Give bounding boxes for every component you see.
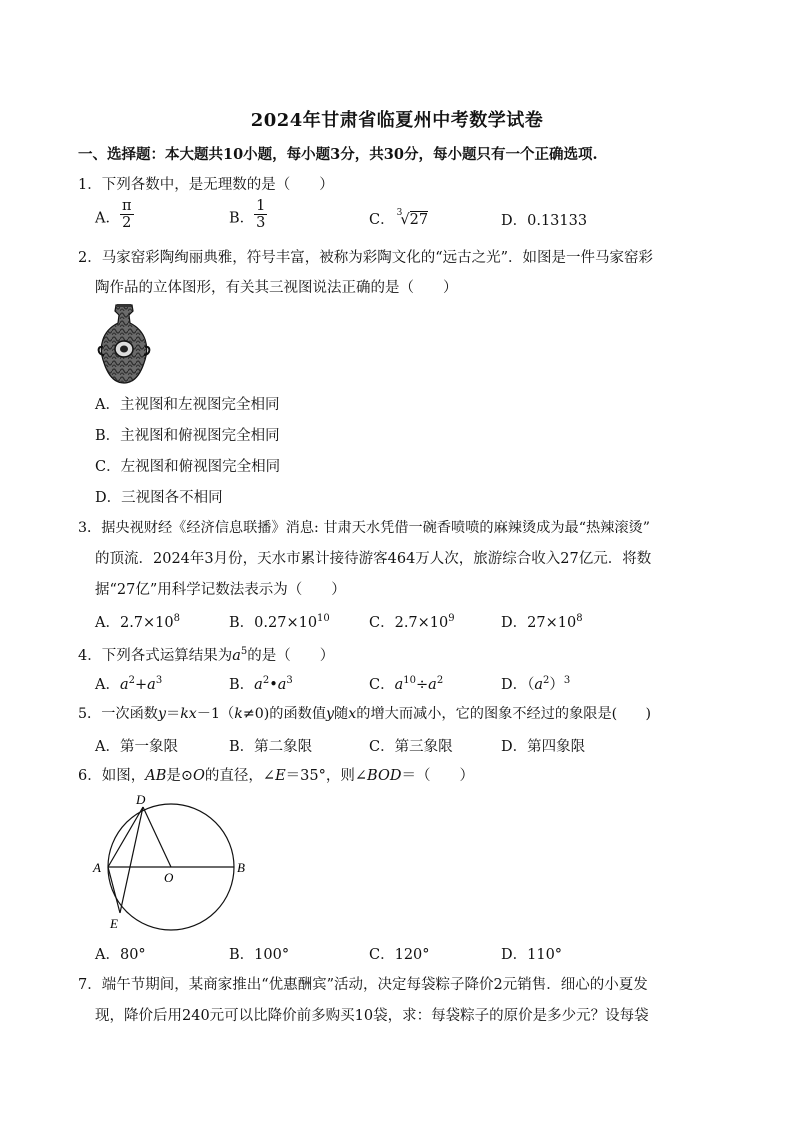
segment-de xyxy=(120,807,143,913)
q4-option-a: A．$a^2+a^3$ xyxy=(95,675,163,693)
q1-option-c: C． $^3$√27 xyxy=(369,208,429,228)
q1-option-d: D．0.13133 xyxy=(501,213,588,229)
q3-option-b: B．$0.27\times 10^{10}$ xyxy=(229,613,330,631)
question-3-line-2: 的顶流．2024年3月份，天水市累计接待游客464万人次，旅游综合收入27亿元．将数 xyxy=(95,551,652,567)
q2-option-c: C．左视图和俯视图完全相同 xyxy=(95,459,281,475)
label-a: A xyxy=(93,860,101,875)
segment-ae xyxy=(108,867,120,913)
q6-option-c: C．120° xyxy=(369,947,430,963)
section-heading: 一、选择题：本大题共10小题，每小题3分，共30分，每小题只有一个正确选项. xyxy=(78,146,598,163)
question-5-stem: 5．一次函数y＝kx－1（k≠0)的函数值y随x的增大而减小，它的图象不经过的象限是( ) xyxy=(78,706,652,722)
question-7-line-1: 7．端午节期间，某商家推出“优惠酬宾”活动，决定每袋粽子降价2元销售．细心的小夏发 xyxy=(78,977,648,993)
q2-option-b: B．主视图和俯视图完全相同 xyxy=(95,428,280,444)
question-5-options xyxy=(95,735,735,755)
question-3-line-3: 据“27亿”用科学记数法表示为（ ） xyxy=(95,582,346,598)
label-b: B xyxy=(237,860,245,875)
q5-option-c: C．第三象限 xyxy=(369,739,453,755)
page-title: 2024年甘肃省临夏州中考数学试卷 xyxy=(250,110,544,131)
question-6-stem: 6．如图，AB是⊙O的直径，∠E＝35°，则∠BOD＝（ ） xyxy=(78,768,474,784)
question-7-line-2: 现，降价后用240元可以比降价前多购买10袋，求：每袋粽子的原价是多少元？设每袋 xyxy=(95,1008,649,1024)
painted-pottery-vase-image xyxy=(96,303,152,385)
fraction: $\frac{1}{3}$ xyxy=(256,198,266,231)
q1-option-b: B． $\frac{1}{3}$ xyxy=(229,198,266,231)
q1-option-a: A． $\frac{\pi}{2}$ xyxy=(95,198,132,231)
q4-option-b: B．$a^2•a^3$ xyxy=(229,675,293,693)
q5-option-d: D．第四象限 xyxy=(501,739,586,755)
question-4-options xyxy=(95,673,735,693)
q6-option-a: A．80° xyxy=(95,947,146,963)
q3-option-c: C．$2.7\times 10^9$ xyxy=(369,613,455,631)
q3-option-a: A．$2.7\times 10^8$ xyxy=(95,613,181,631)
question-6-options xyxy=(95,943,735,963)
circle-geometry-figure xyxy=(88,790,256,932)
q2-option-d: D．三视图各不相同 xyxy=(95,490,223,506)
q2-option-a: A．主视图和左视图完全相同 xyxy=(95,397,280,413)
segment-ad xyxy=(108,807,143,867)
question-1-stem: 1．下列各数中，是无理数的是（ ） xyxy=(78,177,334,193)
question-2-line-2: 陶作品的立体图形，有关其三视图说法正确的是（ ） xyxy=(95,280,458,296)
question-3-line-1: 3．据央视财经《经济信息联播》消息: 甘肃天水凭借一碗香喷喷的麻辣烫成为最“热辣滚烫” xyxy=(78,520,650,536)
segment-od xyxy=(143,807,171,867)
question-4-stem: 4．下列各式运算结果为$a^5$的是（ ） xyxy=(78,646,335,664)
label-d: D xyxy=(136,792,146,807)
q5-option-b: B．第二象限 xyxy=(229,739,313,755)
question-2-line-1: 2．马家窑彩陶绚丽典雅，符号丰富，被称为彩陶文化的“远古之光”．如图是一件马家窑彩 xyxy=(78,250,654,266)
q5-option-a: A．第一象限 xyxy=(95,739,178,755)
label-o: O xyxy=(164,870,174,885)
question-1-options xyxy=(95,200,735,240)
q4-option-c: C．$a^{10}\div a^2$ xyxy=(369,675,444,693)
question-3-options xyxy=(95,611,735,631)
q3-option-d: D．$27\times 10^8$ xyxy=(501,613,583,631)
q6-option-b: B．100° xyxy=(229,947,290,963)
q6-option-d: D．110° xyxy=(501,947,563,963)
q4-option-d: D．$(a^2)^3$ xyxy=(501,675,571,693)
label-e: E xyxy=(110,916,118,931)
fraction: $\frac{\pi}{2}$ xyxy=(121,198,132,231)
